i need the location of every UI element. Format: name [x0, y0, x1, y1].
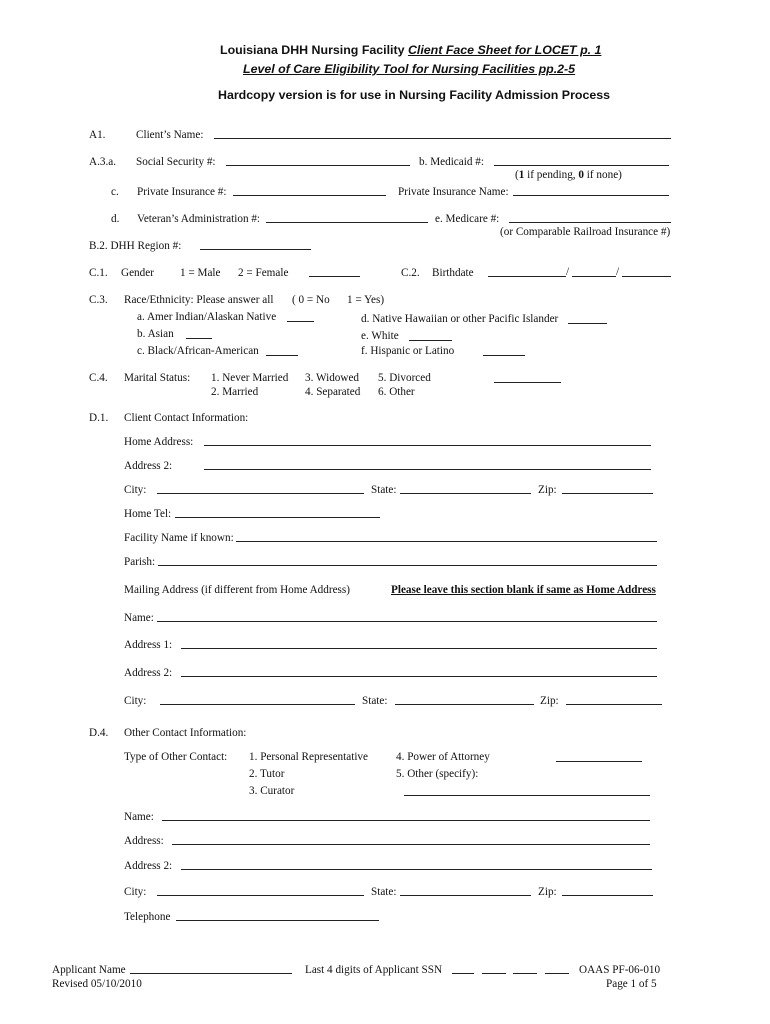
- marital-o1: 1. Never Married: [211, 372, 289, 384]
- private-ins-field[interactable]: [233, 195, 386, 196]
- contact-other-specify-field[interactable]: [404, 795, 650, 796]
- birth-month-field[interactable]: [488, 276, 566, 277]
- race-a: a. Amer Indian/Alaskan Native: [137, 311, 277, 323]
- other-contact-label: Other Contact Information:: [124, 727, 247, 739]
- mailing-city-field[interactable]: [160, 704, 355, 705]
- ssn-digit-1[interactable]: [452, 973, 474, 974]
- home-address-field[interactable]: [204, 445, 651, 446]
- c1-number: C.1.: [89, 267, 108, 279]
- mailing-address1-label: Address 1:: [124, 639, 173, 651]
- c4-number: C.4.: [89, 372, 108, 384]
- facility-field[interactable]: [236, 541, 657, 542]
- form-title: [220, 44, 601, 56]
- other-zip-field[interactable]: [562, 895, 653, 896]
- address2-label: Address 2:: [124, 460, 173, 472]
- race-b: b. Asian: [137, 328, 174, 340]
- marital-o4: 4. Separated: [305, 386, 361, 398]
- ssn-field[interactable]: [226, 165, 410, 166]
- applicant-name-label: Applicant Name: [52, 964, 126, 976]
- contact-type-o3: 3. Curator: [249, 785, 295, 797]
- birth-sep-1: /: [566, 266, 570, 278]
- race-e: e. White: [361, 330, 399, 342]
- contact-type-label: Type of Other Contact:: [124, 751, 228, 763]
- race-zero-no: ( 0 = No: [292, 294, 330, 306]
- city-field[interactable]: [157, 493, 364, 494]
- mailing-state-field[interactable]: [395, 704, 534, 705]
- other-name-field[interactable]: [162, 820, 650, 821]
- d-number: d.: [111, 213, 120, 225]
- ssn-digit-2[interactable]: [482, 973, 506, 974]
- private-ins-name-label: Private Insurance Name:: [398, 186, 509, 198]
- marital-o2: 2. Married: [211, 386, 259, 398]
- home-address-label: Home Address:: [124, 436, 194, 448]
- pending-one: 1: [518, 169, 525, 181]
- ssn-last4-label: Last 4 digits of Applicant SSN: [305, 964, 443, 976]
- race-f: f. Hispanic or Latino: [361, 345, 455, 357]
- form-note: Hardcopy version is for use in Nursing Facility Admission Process: [218, 88, 611, 102]
- other-state-label: State:: [371, 886, 397, 898]
- race-c: c. Black/African-American: [137, 345, 259, 357]
- other-address-field[interactable]: [172, 844, 650, 845]
- d4-number: D.4.: [89, 727, 109, 739]
- revised-date: Revised 05/10/2010: [52, 978, 142, 990]
- contact-type-field[interactable]: [556, 761, 642, 762]
- parish-label: Parish:: [124, 556, 156, 568]
- telephone-label: Telephone: [124, 911, 171, 923]
- pending-end: if none): [584, 169, 622, 181]
- home-tel-label: Home Tel:: [124, 508, 172, 520]
- mailing-address2-label: Address 2:: [124, 667, 173, 679]
- telephone-field[interactable]: [176, 920, 379, 921]
- state-field[interactable]: [400, 493, 531, 494]
- client-name-field[interactable]: [214, 138, 671, 139]
- race-d-field[interactable]: [568, 323, 607, 324]
- c2-number: C.2.: [401, 267, 420, 279]
- private-ins-label: Private Insurance #:: [137, 186, 227, 198]
- railroad-note: (or Comparable Railroad Insurance #): [500, 226, 671, 238]
- va-field[interactable]: [266, 222, 428, 223]
- dhh-region-field[interactable]: [200, 249, 311, 250]
- mailing-name-label: Name:: [124, 612, 154, 624]
- client-contact-label: Client Contact Information:: [124, 412, 249, 424]
- c-number: c.: [111, 186, 119, 198]
- medicaid-field[interactable]: [494, 165, 669, 166]
- other-zip-label: Zip:: [538, 886, 557, 898]
- mailing-state-label: State:: [362, 695, 388, 707]
- form-subtitle: Level of Care Eligibility Tool for Nursing Facilities pp.2-5: [243, 62, 576, 76]
- address2-field[interactable]: [204, 469, 651, 470]
- race-f-field[interactable]: [483, 355, 525, 356]
- mailing-name-field[interactable]: [157, 621, 657, 622]
- marital-o3: 3. Widowed: [305, 372, 360, 384]
- race-e-field[interactable]: [409, 340, 452, 341]
- facility-label: Facility Name if known:: [124, 532, 234, 544]
- mailing-label: Mailing Address (if different from Home Address): [124, 584, 350, 596]
- contact-type-o5: 5. Other (specify):: [396, 768, 479, 780]
- other-city-label: City:: [124, 886, 147, 898]
- mailing-city-label: City:: [124, 695, 147, 707]
- mailing-address1-field[interactable]: [181, 648, 657, 649]
- medicaid-label: b. Medicaid #:: [419, 156, 484, 168]
- race-d: d. Native Hawaiian or other Pacific Islander: [361, 313, 559, 325]
- mailing-zip-field[interactable]: [566, 704, 662, 705]
- mailing-note: Please leave this section blank if same as Home Address: [391, 584, 656, 596]
- client-name-label: Client’s Name:: [136, 129, 204, 141]
- title-emph: Client Face Sheet for LOCET p. 1: [407, 43, 602, 57]
- private-ins-name-field[interactable]: [513, 195, 669, 196]
- contact-type-o2: 2. Tutor: [249, 768, 285, 780]
- contact-type-o1: 1. Personal Representative: [249, 751, 368, 763]
- marital-label: Marital Status:: [124, 372, 191, 384]
- marital-o6: 6. Other: [378, 386, 415, 398]
- race-a-field[interactable]: [287, 321, 314, 322]
- other-address2-label: Address 2:: [124, 860, 173, 872]
- c3-number: C.3.: [89, 294, 108, 306]
- medicare-field[interactable]: [509, 222, 671, 223]
- mailing-address2-field[interactable]: [181, 676, 657, 677]
- parish-field[interactable]: [158, 565, 657, 566]
- dhh-region-label: B.2. DHH Region #:: [89, 240, 182, 252]
- ssn-digit-4[interactable]: [545, 973, 569, 974]
- home-tel-field[interactable]: [175, 517, 380, 518]
- other-city-field[interactable]: [157, 895, 364, 896]
- d1-number: D.1.: [89, 412, 109, 424]
- other-address-label: Address:: [124, 835, 164, 847]
- medicaid-pending-note: [515, 170, 622, 181]
- race-label: Race/Ethnicity: Please answer all: [124, 294, 274, 306]
- marital-o5: 5. Divorced: [378, 372, 431, 384]
- other-name-label: Name:: [124, 811, 154, 823]
- ssn-label: Social Security #:: [136, 156, 216, 168]
- a3-number: A.3.a.: [89, 156, 117, 168]
- va-label: Veteran’s Administration #:: [137, 213, 261, 225]
- paren-open: (: [515, 169, 519, 181]
- birthdate-label: Birthdate: [432, 267, 474, 279]
- birth-year-field[interactable]: [622, 276, 671, 277]
- ssn-digit-3[interactable]: [513, 973, 537, 974]
- zip-label: Zip:: [538, 484, 557, 496]
- gender-female: 2 = Female: [238, 267, 289, 279]
- pending-mid: if pending,: [524, 169, 579, 181]
- gender-label: Gender: [121, 267, 154, 279]
- medicare-label: e. Medicare #:: [435, 213, 500, 225]
- birth-day-field[interactable]: [572, 276, 616, 277]
- race-b-field[interactable]: [186, 338, 212, 339]
- marital-field[interactable]: [494, 382, 561, 383]
- birth-sep-2: /: [616, 266, 620, 278]
- gender-male: 1 = Male: [180, 267, 221, 279]
- state-label: State:: [371, 484, 397, 496]
- form-id: OAAS PF-06-010: [579, 964, 661, 976]
- mailing-zip-label: Zip:: [540, 695, 559, 707]
- city-label: City:: [124, 484, 147, 496]
- contact-type-o4: 4. Power of Attorney: [396, 751, 490, 763]
- other-state-field[interactable]: [400, 895, 531, 896]
- race-c-field[interactable]: [266, 355, 298, 356]
- title-prefix: Louisiana DHH Nursing Facility: [220, 43, 408, 57]
- other-address2-field[interactable]: [181, 869, 652, 870]
- pending-zero: 0: [578, 169, 584, 181]
- a1-number: A1.: [89, 129, 106, 141]
- gender-field[interactable]: [309, 276, 360, 277]
- race-one-yes: 1 = Yes): [347, 294, 385, 306]
- zip-field[interactable]: [562, 493, 653, 494]
- applicant-name-field[interactable]: [130, 973, 292, 974]
- page-number: Page 1 of 5: [606, 978, 657, 990]
